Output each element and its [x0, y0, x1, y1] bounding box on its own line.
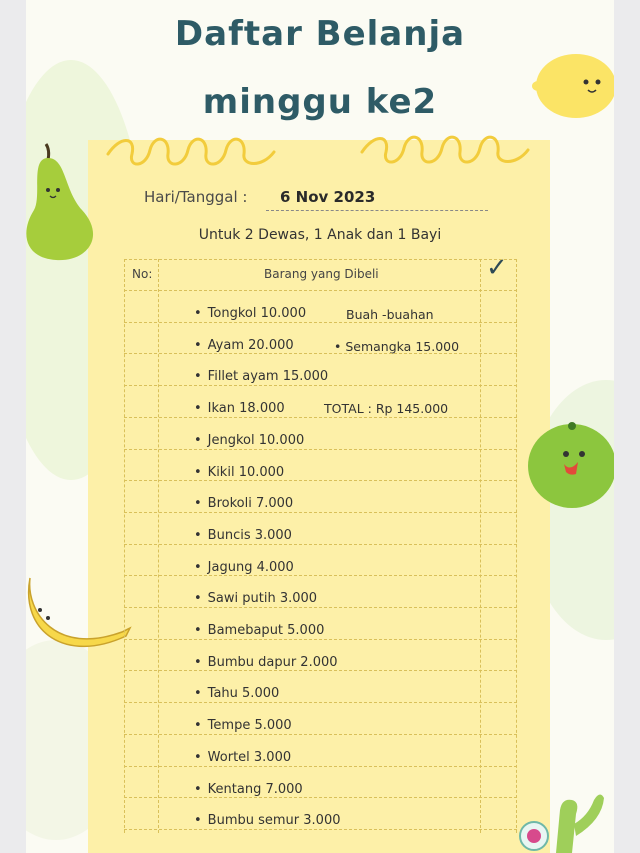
- green-apple-icon: [526, 416, 614, 512]
- list-item: • Tongkol 10.000: [194, 306, 306, 321]
- subtitle: Untuk 2 Dewas, 1 Anak dan 1 Bayi: [198, 227, 442, 243]
- page-title-line2: minggu ke2: [202, 82, 438, 122]
- swirl-decoration-right: [360, 126, 530, 170]
- list-item: • Jagung 4.000: [194, 560, 294, 575]
- table-row-divider: [124, 829, 517, 830]
- list-item: • Bamebaput 5.000: [194, 623, 324, 638]
- table-column-divider: [158, 259, 159, 833]
- list-item: • Tahu 5.000: [194, 686, 279, 701]
- table-column-divider: [516, 259, 517, 833]
- table-row-divider: [124, 544, 517, 545]
- list-item: • Kikil 10.000: [194, 465, 284, 480]
- col-header-items: Barang yang Dibeli: [264, 267, 379, 281]
- fruit-item: • Semangka 15.000: [334, 339, 460, 354]
- table-row-divider: [124, 385, 517, 386]
- table-row-divider: [124, 734, 517, 735]
- list-item: • Sawi putih 3.000: [194, 591, 317, 606]
- table-row-divider: [124, 575, 517, 576]
- col-header-no: No:: [132, 267, 153, 281]
- list-item: • Ikan 18.000: [194, 401, 285, 416]
- page-title-line1: Daftar Belanja: [174, 14, 466, 54]
- list-item: • Kentang 7.000: [194, 782, 303, 797]
- list-item: • Bumbu semur 3.000: [194, 813, 340, 828]
- table-column-divider: [124, 259, 125, 833]
- swirl-decoration-left: [106, 128, 276, 172]
- list-item: • Jengkol 10.000: [194, 433, 304, 448]
- table-row-divider: [124, 290, 517, 291]
- date-value: 6 Nov 2023: [280, 188, 376, 206]
- table-row-divider: [124, 417, 517, 418]
- list-item: • Tempe 5.000: [194, 718, 292, 733]
- table-row-divider: [124, 449, 517, 450]
- checkmark-icon: ✓: [486, 253, 508, 283]
- banana-icon: [26, 572, 136, 662]
- shopping-table: [124, 253, 517, 833]
- document-page: [26, 0, 614, 853]
- table-row-divider: [124, 639, 517, 640]
- list-item: • Bumbu dapur 2.000: [194, 655, 338, 670]
- table-row-divider: [124, 322, 517, 323]
- table-row-divider: [124, 480, 517, 481]
- cactus-icon: [516, 780, 614, 853]
- fruit-heading: Buah -buahan: [346, 307, 434, 322]
- table-row-divider: [124, 766, 517, 767]
- table-column-divider: [480, 259, 481, 833]
- list-item: • Brokoli 7.000: [194, 496, 293, 511]
- table-row-divider: [124, 607, 517, 608]
- list-item: • Buncis 3.000: [194, 528, 292, 543]
- date-label: Hari/Tanggal :: [144, 188, 248, 206]
- total-text: TOTAL : Rp 145.000: [324, 401, 449, 416]
- table-row-divider: [124, 670, 517, 671]
- pear-icon: [26, 140, 102, 264]
- date-underline: [266, 210, 488, 211]
- table-row-divider: [124, 512, 517, 513]
- table-row-divider: [124, 353, 517, 354]
- list-item: • Fillet ayam 15.000: [194, 369, 328, 384]
- list-item: • Ayam 20.000: [194, 338, 294, 353]
- table-row-divider: [124, 259, 517, 260]
- table-row-divider: [124, 702, 517, 703]
- table-row-divider: [124, 797, 517, 798]
- list-item: • Wortel 3.000: [194, 750, 291, 765]
